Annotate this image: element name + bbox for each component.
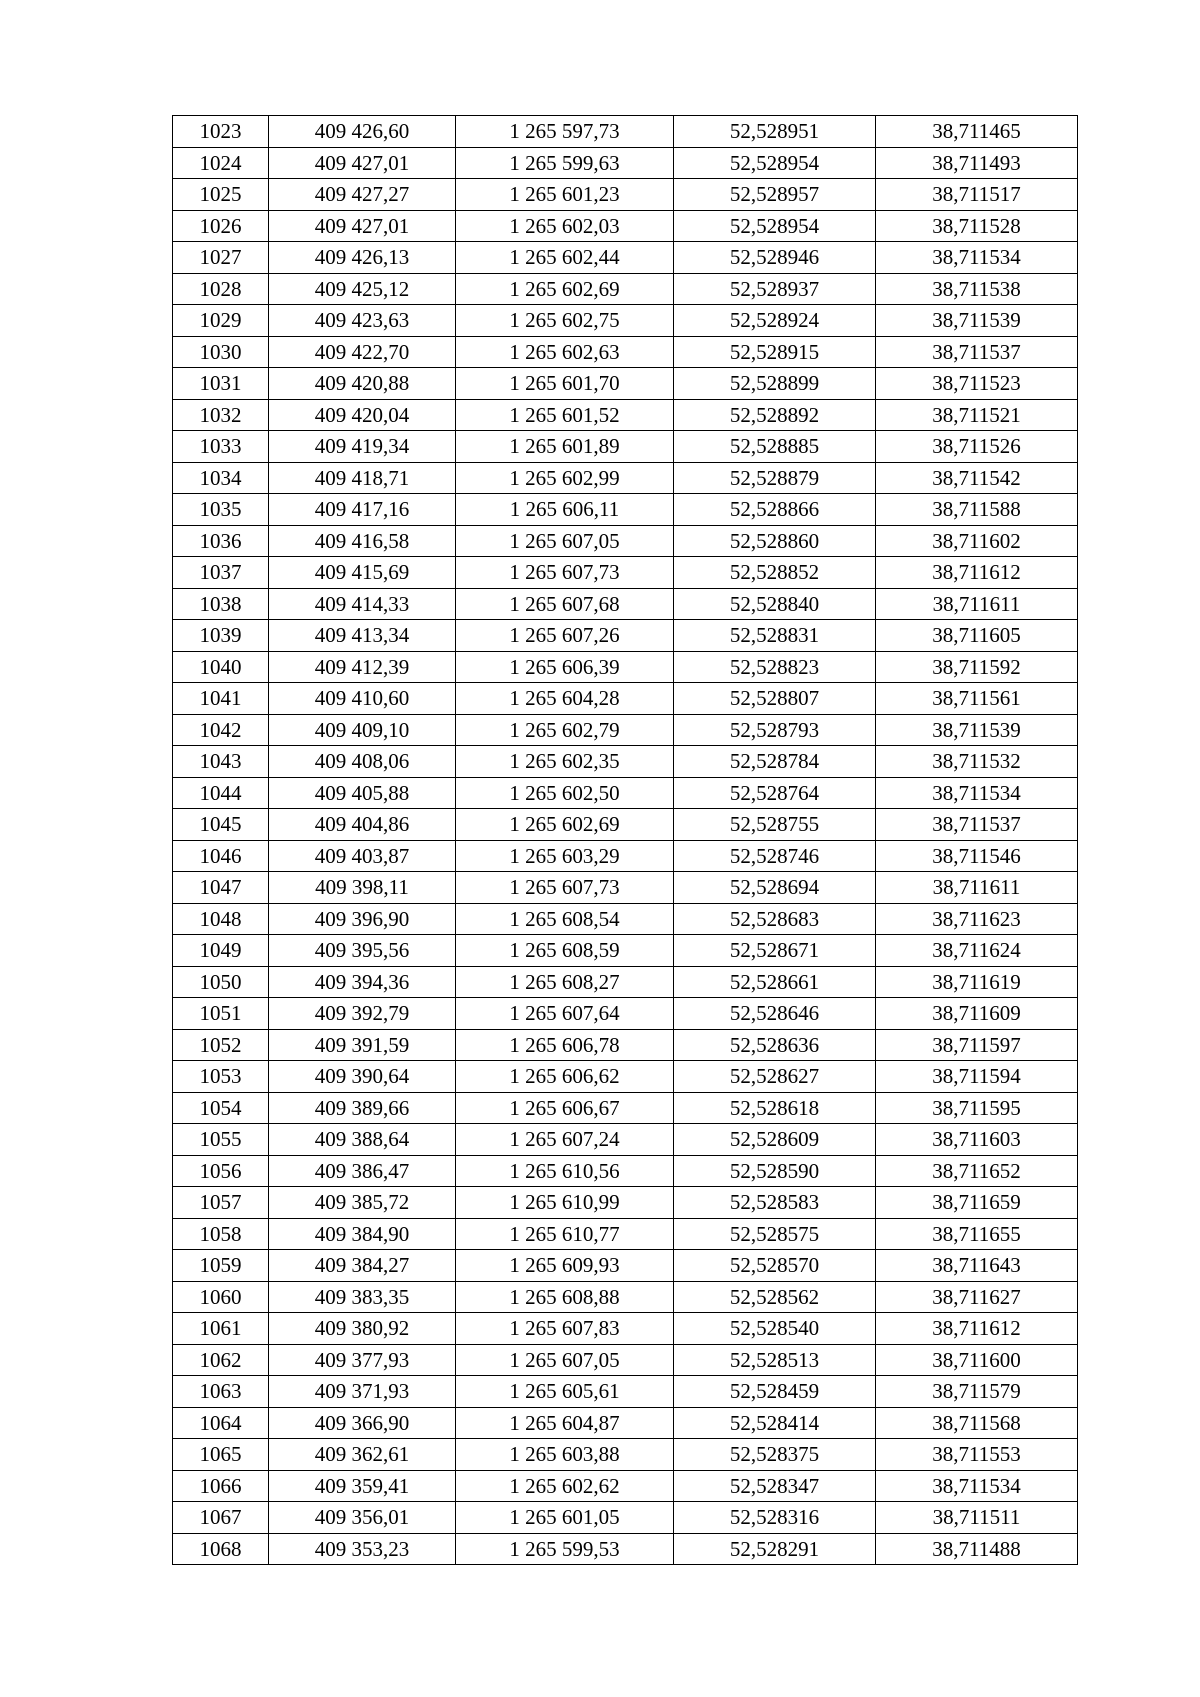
cell-latitude: 52,528866 xyxy=(674,494,876,526)
cell-latitude: 52,528892 xyxy=(674,399,876,431)
cell-point-number: 1023 xyxy=(173,116,269,148)
cell-y-coordinate: 1 265 602,75 xyxy=(456,305,674,337)
cell-x-coordinate: 409 412,39 xyxy=(269,651,456,683)
cell-y-coordinate: 1 265 606,67 xyxy=(456,1092,674,1124)
cell-y-coordinate: 1 265 602,50 xyxy=(456,777,674,809)
cell-longitude: 38,711611 xyxy=(876,872,1078,904)
cell-x-coordinate: 409 384,27 xyxy=(269,1250,456,1282)
cell-point-number: 1045 xyxy=(173,809,269,841)
cell-x-coordinate: 409 425,12 xyxy=(269,273,456,305)
table-row xyxy=(173,1250,1078,1282)
cell-y-coordinate: 1 265 602,03 xyxy=(456,210,674,242)
cell-longitude: 38,711652 xyxy=(876,1155,1078,1187)
cell-y-coordinate: 1 265 602,79 xyxy=(456,714,674,746)
cell-latitude: 52,528375 xyxy=(674,1439,876,1471)
cell-point-number: 1038 xyxy=(173,588,269,620)
cell-x-coordinate: 409 419,34 xyxy=(269,431,456,463)
cell-point-number: 1057 xyxy=(173,1187,269,1219)
cell-latitude: 52,528784 xyxy=(674,746,876,778)
cell-latitude: 52,528575 xyxy=(674,1218,876,1250)
cell-longitude: 38,711605 xyxy=(876,620,1078,652)
cell-longitude: 38,711537 xyxy=(876,336,1078,368)
table-row xyxy=(173,1376,1078,1408)
table-row xyxy=(173,1092,1078,1124)
cell-y-coordinate: 1 265 608,27 xyxy=(456,966,674,998)
cell-longitude: 38,711465 xyxy=(876,116,1078,148)
cell-point-number: 1047 xyxy=(173,872,269,904)
table-row xyxy=(173,557,1078,589)
cell-y-coordinate: 1 265 602,69 xyxy=(456,273,674,305)
cell-longitude: 38,711517 xyxy=(876,179,1078,211)
cell-latitude: 52,528671 xyxy=(674,935,876,967)
cell-latitude: 52,528755 xyxy=(674,809,876,841)
cell-longitude: 38,711619 xyxy=(876,966,1078,998)
table-row xyxy=(173,683,1078,715)
cell-longitude: 38,711627 xyxy=(876,1281,1078,1313)
cell-longitude: 38,711546 xyxy=(876,840,1078,872)
cell-longitude: 38,711538 xyxy=(876,273,1078,305)
cell-y-coordinate: 1 265 606,62 xyxy=(456,1061,674,1093)
cell-latitude: 52,528954 xyxy=(674,147,876,179)
table-row xyxy=(173,273,1078,305)
cell-x-coordinate: 409 366,90 xyxy=(269,1407,456,1439)
cell-point-number: 1029 xyxy=(173,305,269,337)
cell-point-number: 1049 xyxy=(173,935,269,967)
table-row xyxy=(173,1407,1078,1439)
table-row xyxy=(173,1155,1078,1187)
cell-y-coordinate: 1 265 601,23 xyxy=(456,179,674,211)
cell-latitude: 52,528951 xyxy=(674,116,876,148)
cell-point-number: 1032 xyxy=(173,399,269,431)
table-row xyxy=(173,525,1078,557)
table-row xyxy=(173,651,1078,683)
cell-point-number: 1054 xyxy=(173,1092,269,1124)
cell-point-number: 1043 xyxy=(173,746,269,778)
cell-y-coordinate: 1 265 602,35 xyxy=(456,746,674,778)
cell-latitude: 52,528627 xyxy=(674,1061,876,1093)
cell-longitude: 38,711523 xyxy=(876,368,1078,400)
cell-latitude: 52,528590 xyxy=(674,1155,876,1187)
cell-point-number: 1042 xyxy=(173,714,269,746)
table-row xyxy=(173,903,1078,935)
cell-longitude: 38,711511 xyxy=(876,1502,1078,1534)
cell-point-number: 1037 xyxy=(173,557,269,589)
table-row xyxy=(173,714,1078,746)
cell-x-coordinate: 409 392,79 xyxy=(269,998,456,1030)
cell-y-coordinate: 1 265 607,73 xyxy=(456,872,674,904)
cell-longitude: 38,711561 xyxy=(876,683,1078,715)
cell-longitude: 38,711594 xyxy=(876,1061,1078,1093)
cell-y-coordinate: 1 265 599,63 xyxy=(456,147,674,179)
cell-x-coordinate: 409 416,58 xyxy=(269,525,456,557)
cell-latitude: 52,528459 xyxy=(674,1376,876,1408)
table-row xyxy=(173,1218,1078,1250)
table-row xyxy=(173,935,1078,967)
cell-longitude: 38,711643 xyxy=(876,1250,1078,1282)
table-row xyxy=(173,242,1078,274)
cell-point-number: 1046 xyxy=(173,840,269,872)
cell-x-coordinate: 409 395,56 xyxy=(269,935,456,967)
cell-latitude: 52,528636 xyxy=(674,1029,876,1061)
cell-latitude: 52,528860 xyxy=(674,525,876,557)
cell-latitude: 52,528840 xyxy=(674,588,876,620)
cell-x-coordinate: 409 427,27 xyxy=(269,179,456,211)
cell-x-coordinate: 409 420,88 xyxy=(269,368,456,400)
cell-x-coordinate: 409 408,06 xyxy=(269,746,456,778)
cell-x-coordinate: 409 415,69 xyxy=(269,557,456,589)
cell-longitude: 38,711595 xyxy=(876,1092,1078,1124)
cell-x-coordinate: 409 427,01 xyxy=(269,210,456,242)
table-row xyxy=(173,1187,1078,1219)
cell-x-coordinate: 409 390,64 xyxy=(269,1061,456,1093)
cell-latitude: 52,528562 xyxy=(674,1281,876,1313)
cell-x-coordinate: 409 427,01 xyxy=(269,147,456,179)
cell-y-coordinate: 1 265 607,05 xyxy=(456,525,674,557)
cell-point-number: 1025 xyxy=(173,179,269,211)
cell-x-coordinate: 409 403,87 xyxy=(269,840,456,872)
cell-point-number: 1060 xyxy=(173,1281,269,1313)
cell-point-number: 1059 xyxy=(173,1250,269,1282)
coordinates-table xyxy=(172,115,1078,1565)
table-row xyxy=(173,1502,1078,1534)
table-row xyxy=(173,966,1078,998)
cell-y-coordinate: 1 265 602,44 xyxy=(456,242,674,274)
cell-point-number: 1034 xyxy=(173,462,269,494)
table-row xyxy=(173,462,1078,494)
cell-y-coordinate: 1 265 602,63 xyxy=(456,336,674,368)
table-row xyxy=(173,746,1078,778)
table-row xyxy=(173,840,1078,872)
cell-x-coordinate: 409 426,13 xyxy=(269,242,456,274)
cell-latitude: 52,528646 xyxy=(674,998,876,1030)
cell-longitude: 38,711623 xyxy=(876,903,1078,935)
cell-x-coordinate: 409 417,16 xyxy=(269,494,456,526)
cell-point-number: 1051 xyxy=(173,998,269,1030)
cell-y-coordinate: 1 265 607,83 xyxy=(456,1313,674,1345)
table-row xyxy=(173,179,1078,211)
table-row xyxy=(173,210,1078,242)
coordinates-table-body xyxy=(173,116,1078,1565)
cell-latitude: 52,528899 xyxy=(674,368,876,400)
cell-longitude: 38,711534 xyxy=(876,777,1078,809)
table-row xyxy=(173,431,1078,463)
cell-y-coordinate: 1 265 607,24 xyxy=(456,1124,674,1156)
cell-latitude: 52,528924 xyxy=(674,305,876,337)
table-row xyxy=(173,1344,1078,1376)
cell-point-number: 1027 xyxy=(173,242,269,274)
table-row xyxy=(173,305,1078,337)
cell-latitude: 52,528764 xyxy=(674,777,876,809)
cell-y-coordinate: 1 265 601,70 xyxy=(456,368,674,400)
cell-latitude: 52,528823 xyxy=(674,651,876,683)
cell-x-coordinate: 409 380,92 xyxy=(269,1313,456,1345)
cell-y-coordinate: 1 265 604,87 xyxy=(456,1407,674,1439)
cell-latitude: 52,528852 xyxy=(674,557,876,589)
cell-point-number: 1050 xyxy=(173,966,269,998)
cell-point-number: 1031 xyxy=(173,368,269,400)
cell-point-number: 1035 xyxy=(173,494,269,526)
cell-x-coordinate: 409 362,61 xyxy=(269,1439,456,1471)
cell-longitude: 38,711521 xyxy=(876,399,1078,431)
cell-point-number: 1024 xyxy=(173,147,269,179)
cell-longitude: 38,711611 xyxy=(876,588,1078,620)
table-row xyxy=(173,1470,1078,1502)
cell-x-coordinate: 409 413,34 xyxy=(269,620,456,652)
cell-x-coordinate: 409 353,23 xyxy=(269,1533,456,1565)
cell-latitude: 52,528540 xyxy=(674,1313,876,1345)
cell-y-coordinate: 1 265 609,93 xyxy=(456,1250,674,1282)
cell-latitude: 52,528683 xyxy=(674,903,876,935)
table-row xyxy=(173,399,1078,431)
cell-point-number: 1028 xyxy=(173,273,269,305)
cell-y-coordinate: 1 265 607,64 xyxy=(456,998,674,1030)
cell-longitude: 38,711539 xyxy=(876,714,1078,746)
table-row xyxy=(173,998,1078,1030)
cell-point-number: 1065 xyxy=(173,1439,269,1471)
cell-longitude: 38,711537 xyxy=(876,809,1078,841)
cell-x-coordinate: 409 409,10 xyxy=(269,714,456,746)
table-row xyxy=(173,1439,1078,1471)
cell-latitude: 52,528915 xyxy=(674,336,876,368)
cell-latitude: 52,528694 xyxy=(674,872,876,904)
cell-latitude: 52,528661 xyxy=(674,966,876,998)
cell-point-number: 1044 xyxy=(173,777,269,809)
cell-x-coordinate: 409 420,04 xyxy=(269,399,456,431)
cell-latitude: 52,528879 xyxy=(674,462,876,494)
cell-y-coordinate: 1 265 608,59 xyxy=(456,935,674,967)
cell-x-coordinate: 409 383,35 xyxy=(269,1281,456,1313)
cell-y-coordinate: 1 265 601,89 xyxy=(456,431,674,463)
cell-x-coordinate: 409 414,33 xyxy=(269,588,456,620)
cell-point-number: 1048 xyxy=(173,903,269,935)
cell-longitude: 38,711592 xyxy=(876,651,1078,683)
cell-point-number: 1064 xyxy=(173,1407,269,1439)
table-row xyxy=(173,1124,1078,1156)
cell-latitude: 52,528885 xyxy=(674,431,876,463)
cell-point-number: 1053 xyxy=(173,1061,269,1093)
cell-y-coordinate: 1 265 603,29 xyxy=(456,840,674,872)
cell-x-coordinate: 409 404,86 xyxy=(269,809,456,841)
cell-longitude: 38,711493 xyxy=(876,147,1078,179)
table-row xyxy=(173,368,1078,400)
cell-longitude: 38,711602 xyxy=(876,525,1078,557)
table-row xyxy=(173,147,1078,179)
cell-latitude: 52,528316 xyxy=(674,1502,876,1534)
cell-x-coordinate: 409 426,60 xyxy=(269,116,456,148)
cell-point-number: 1036 xyxy=(173,525,269,557)
cell-latitude: 52,528946 xyxy=(674,242,876,274)
cell-latitude: 52,528583 xyxy=(674,1187,876,1219)
cell-y-coordinate: 1 265 604,28 xyxy=(456,683,674,715)
cell-y-coordinate: 1 265 602,99 xyxy=(456,462,674,494)
cell-y-coordinate: 1 265 606,39 xyxy=(456,651,674,683)
cell-point-number: 1058 xyxy=(173,1218,269,1250)
cell-longitude: 38,711553 xyxy=(876,1439,1078,1471)
cell-point-number: 1068 xyxy=(173,1533,269,1565)
cell-longitude: 38,711597 xyxy=(876,1029,1078,1061)
cell-latitude: 52,528513 xyxy=(674,1344,876,1376)
cell-point-number: 1039 xyxy=(173,620,269,652)
table-row xyxy=(173,116,1078,148)
cell-longitude: 38,711534 xyxy=(876,242,1078,274)
table-row xyxy=(173,872,1078,904)
cell-y-coordinate: 1 265 607,73 xyxy=(456,557,674,589)
cell-latitude: 52,528831 xyxy=(674,620,876,652)
cell-longitude: 38,711600 xyxy=(876,1344,1078,1376)
table-row xyxy=(173,777,1078,809)
cell-longitude: 38,711539 xyxy=(876,305,1078,337)
table-row xyxy=(173,1281,1078,1313)
cell-y-coordinate: 1 265 607,68 xyxy=(456,588,674,620)
table-row xyxy=(173,336,1078,368)
cell-point-number: 1062 xyxy=(173,1344,269,1376)
cell-point-number: 1041 xyxy=(173,683,269,715)
cell-x-coordinate: 409 389,66 xyxy=(269,1092,456,1124)
cell-point-number: 1033 xyxy=(173,431,269,463)
cell-y-coordinate: 1 265 597,73 xyxy=(456,116,674,148)
cell-y-coordinate: 1 265 599,53 xyxy=(456,1533,674,1565)
cell-y-coordinate: 1 265 605,61 xyxy=(456,1376,674,1408)
cell-longitude: 38,711534 xyxy=(876,1470,1078,1502)
cell-x-coordinate: 409 418,71 xyxy=(269,462,456,494)
cell-x-coordinate: 409 391,59 xyxy=(269,1029,456,1061)
cell-longitude: 38,711612 xyxy=(876,1313,1078,1345)
cell-x-coordinate: 409 422,70 xyxy=(269,336,456,368)
cell-longitude: 38,711655 xyxy=(876,1218,1078,1250)
cell-longitude: 38,711624 xyxy=(876,935,1078,967)
cell-x-coordinate: 409 405,88 xyxy=(269,777,456,809)
cell-latitude: 52,528793 xyxy=(674,714,876,746)
cell-latitude: 52,528618 xyxy=(674,1092,876,1124)
cell-y-coordinate: 1 265 606,78 xyxy=(456,1029,674,1061)
cell-longitude: 38,711603 xyxy=(876,1124,1078,1156)
cell-longitude: 38,711528 xyxy=(876,210,1078,242)
cell-y-coordinate: 1 265 607,26 xyxy=(456,620,674,652)
table-row xyxy=(173,494,1078,526)
cell-x-coordinate: 409 385,72 xyxy=(269,1187,456,1219)
cell-x-coordinate: 409 377,93 xyxy=(269,1344,456,1376)
cell-y-coordinate: 1 265 608,54 xyxy=(456,903,674,935)
cell-longitude: 38,711542 xyxy=(876,462,1078,494)
cell-point-number: 1061 xyxy=(173,1313,269,1345)
cell-longitude: 38,711659 xyxy=(876,1187,1078,1219)
cell-longitude: 38,711568 xyxy=(876,1407,1078,1439)
cell-point-number: 1055 xyxy=(173,1124,269,1156)
cell-x-coordinate: 409 410,60 xyxy=(269,683,456,715)
cell-latitude: 52,528746 xyxy=(674,840,876,872)
cell-x-coordinate: 409 384,90 xyxy=(269,1218,456,1250)
cell-latitude: 52,528291 xyxy=(674,1533,876,1565)
cell-longitude: 38,711612 xyxy=(876,557,1078,589)
cell-point-number: 1066 xyxy=(173,1470,269,1502)
cell-latitude: 52,528609 xyxy=(674,1124,876,1156)
table-row xyxy=(173,588,1078,620)
cell-x-coordinate: 409 386,47 xyxy=(269,1155,456,1187)
cell-latitude: 52,528570 xyxy=(674,1250,876,1282)
cell-longitude: 38,711579 xyxy=(876,1376,1078,1408)
cell-latitude: 52,528937 xyxy=(674,273,876,305)
cell-longitude: 38,711588 xyxy=(876,494,1078,526)
table-row xyxy=(173,809,1078,841)
cell-latitude: 52,528347 xyxy=(674,1470,876,1502)
cell-x-coordinate: 409 356,01 xyxy=(269,1502,456,1534)
cell-longitude: 38,711609 xyxy=(876,998,1078,1030)
cell-y-coordinate: 1 265 610,99 xyxy=(456,1187,674,1219)
cell-y-coordinate: 1 265 601,05 xyxy=(456,1502,674,1534)
table-row xyxy=(173,620,1078,652)
cell-x-coordinate: 409 396,90 xyxy=(269,903,456,935)
cell-x-coordinate: 409 359,41 xyxy=(269,1470,456,1502)
cell-x-coordinate: 409 371,93 xyxy=(269,1376,456,1408)
cell-point-number: 1063 xyxy=(173,1376,269,1408)
cell-longitude: 38,711532 xyxy=(876,746,1078,778)
cell-y-coordinate: 1 265 607,05 xyxy=(456,1344,674,1376)
cell-x-coordinate: 409 388,64 xyxy=(269,1124,456,1156)
table-row xyxy=(173,1533,1078,1565)
table-row xyxy=(173,1061,1078,1093)
cell-point-number: 1052 xyxy=(173,1029,269,1061)
cell-x-coordinate: 409 394,36 xyxy=(269,966,456,998)
cell-y-coordinate: 1 265 602,62 xyxy=(456,1470,674,1502)
cell-y-coordinate: 1 265 610,77 xyxy=(456,1218,674,1250)
cell-longitude: 38,711488 xyxy=(876,1533,1078,1565)
cell-latitude: 52,528957 xyxy=(674,179,876,211)
cell-latitude: 52,528954 xyxy=(674,210,876,242)
cell-x-coordinate: 409 423,63 xyxy=(269,305,456,337)
cell-point-number: 1026 xyxy=(173,210,269,242)
cell-y-coordinate: 1 265 601,52 xyxy=(456,399,674,431)
cell-y-coordinate: 1 265 603,88 xyxy=(456,1439,674,1471)
table-row xyxy=(173,1029,1078,1061)
cell-latitude: 52,528807 xyxy=(674,683,876,715)
cell-latitude: 52,528414 xyxy=(674,1407,876,1439)
cell-y-coordinate: 1 265 608,88 xyxy=(456,1281,674,1313)
cell-y-coordinate: 1 265 610,56 xyxy=(456,1155,674,1187)
cell-y-coordinate: 1 265 602,69 xyxy=(456,809,674,841)
cell-x-coordinate: 409 398,11 xyxy=(269,872,456,904)
cell-point-number: 1040 xyxy=(173,651,269,683)
cell-point-number: 1030 xyxy=(173,336,269,368)
cell-longitude: 38,711526 xyxy=(876,431,1078,463)
cell-y-coordinate: 1 265 606,11 xyxy=(456,494,674,526)
cell-point-number: 1056 xyxy=(173,1155,269,1187)
cell-point-number: 1067 xyxy=(173,1502,269,1534)
table-row xyxy=(173,1313,1078,1345)
